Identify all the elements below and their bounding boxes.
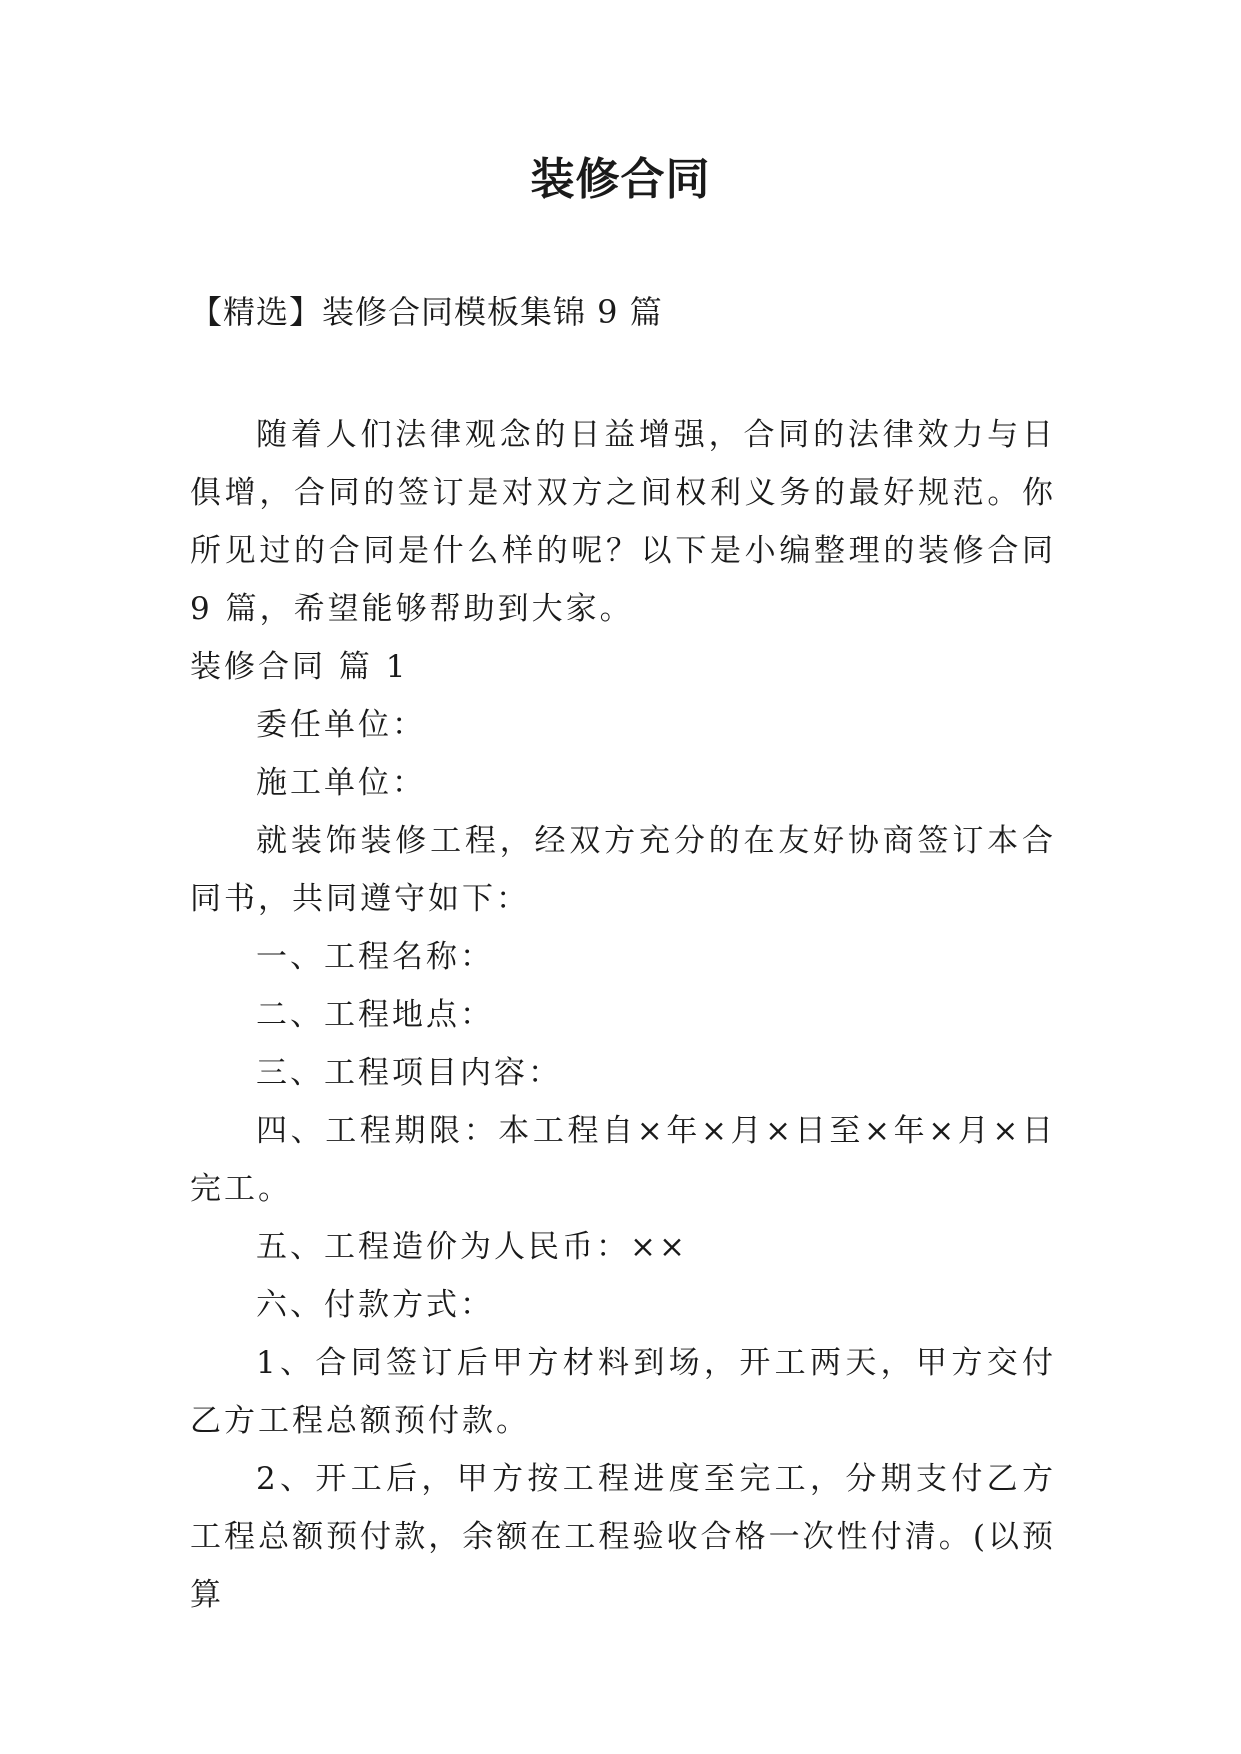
clause-payment-item-1: 1、合同签订后甲方材料到场，开工两天，甲方交付乙方工程总额预付款。 [190, 1345, 1056, 1439]
document-subtitle: 【精选】装修合同模板集锦 9 篇 [190, 293, 663, 331]
clause-project-content: 三、工程项目内容： [256, 1055, 562, 1091]
section-heading: 装修合同 篇 1 [190, 649, 409, 685]
clause-project-location: 二、工程地点： [256, 997, 494, 1033]
clause-project-name: 一、工程名称： [256, 939, 494, 975]
paragraph-intro: 随着人们法律观念的日益增强，合同的法律效力与日俱增，合同的签订是对双方之间权利义务的最好规范。你所见过的合同是什么样的呢？以下是小编整理的装修合同 9 篇，希望能够帮助到大家。 [190, 417, 1056, 627]
document-title: 装修合同 [530, 154, 711, 205]
clause-project-cost: 五、工程造价为人民币：×× [256, 1229, 688, 1265]
paragraph-client: 委任单位： [256, 707, 426, 743]
clause-payment-method: 六、付款方式： [256, 1287, 494, 1323]
paragraph-contractor: 施工单位： [256, 765, 426, 801]
clause-payment-item-2: 2、开工后，甲方按工程进度至完工，分期支付乙方工程总额预付款，余额在工程验收合格一次性付清。(以预算 [190, 1461, 1056, 1613]
document-body [190, 406, 1056, 1624]
paragraph-agreement: 就装饰装修工程，经双方充分的在友好协商签订本合同书，共同遵守如下： [190, 823, 1056, 917]
clause-project-period: 四、工程期限：本工程自×年×月×日至×年×月×日完工。 [190, 1113, 1056, 1207]
